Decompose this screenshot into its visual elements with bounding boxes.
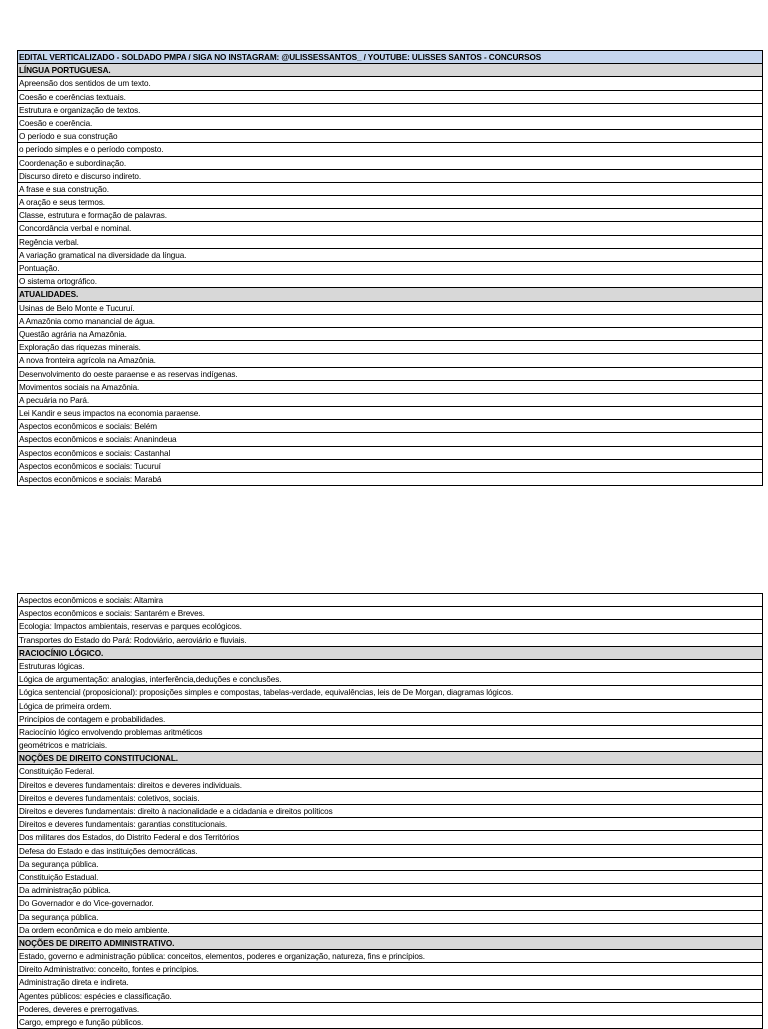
table-row: Aspectos econômicos e sociais: Altamira: [18, 594, 762, 607]
table-row: Coesão e coerências textuais.: [18, 91, 762, 104]
table-row: Constituição Federal.: [18, 765, 762, 778]
table-row: A Amazônia como manancial de água.: [18, 315, 762, 328]
table-row: Questão agrária na Amazônia.: [18, 328, 762, 341]
table-row: Da segurança pública.: [18, 858, 762, 871]
table-row: Estrutura e organização de textos.: [18, 104, 762, 117]
table-row: Direitos e deveres fundamentais: direitos e deveres individuais.: [18, 779, 762, 792]
section-heading-row: RACIOCÍNIO LÓGICO.: [18, 647, 762, 660]
table-title-row: EDITAL VERTICALIZADO - SOLDADO PMPA / SIGA NO INSTAGRAM: @ULISSESSANTOS_ / YOUTUBE: ULISSES SANTOS - CONCURSOS: [18, 51, 762, 64]
table-row: Cargo, emprego e função públicos.: [18, 1016, 762, 1029]
table-row: A frase e sua construção.: [18, 183, 762, 196]
table-row: Desenvolvimento do oeste paraense e as reservas indígenas.: [18, 368, 762, 381]
table-row: Aspectos econômicos e sociais: Marabá: [18, 473, 762, 486]
table-row: Apreensão dos sentidos de um texto.: [18, 77, 762, 90]
table-row: Pontuação.: [18, 262, 762, 275]
table-row: Direitos e deveres fundamentais: direito à nacionalidade e a cidadania e direitos políticos: [18, 805, 762, 818]
table-row: Da segurança pública.: [18, 911, 762, 924]
table-row: Movimentos sociais na Amazônia.: [18, 381, 762, 394]
table-row: Agentes públicos: espécies e classificação.: [18, 990, 762, 1003]
table-row: Aspectos econômicos e sociais: Belém: [18, 420, 762, 433]
table-row: Dos militares dos Estados, do Distrito Federal e dos Territórios: [18, 831, 762, 844]
table-row: geométricos e matriciais.: [18, 739, 762, 752]
table-row: o período simples e o período composto.: [18, 143, 762, 156]
table-row: Lógica de argumentação: analogias, interferência,deduções e conclusões.: [18, 673, 762, 686]
table-row: Princípios de contagem e probabilidades.: [18, 713, 762, 726]
table-row: Estruturas lógicas.: [18, 660, 762, 673]
table-row: Ecologia: Impactos ambientais, reservas e parques ecológicos.: [18, 620, 762, 633]
table-row: A oração e seus termos.: [18, 196, 762, 209]
table-row: A variação gramatical na diversidade da língua.: [18, 249, 762, 262]
table-row: A pecuária no Pará.: [18, 394, 762, 407]
table-row: Administração direta e indireta.: [18, 976, 762, 989]
section-heading-row: NOÇÕES DE DIREITO ADMINISTRATIVO.: [18, 937, 762, 950]
table-row: Transportes do Estado do Pará: Rodoviário, aeroviário e fluviais.: [18, 634, 762, 647]
table-row: O período e sua construção: [18, 130, 762, 143]
table-row: Direito Administrativo: conceito, fontes e princípios.: [18, 963, 762, 976]
table-row: Classe, estrutura e formação de palavras.: [18, 209, 762, 222]
table-row: Coesão e coerência.: [18, 117, 762, 130]
table-row: Lógica de primeira ordem.: [18, 700, 762, 713]
table-row: Da administração pública.: [18, 884, 762, 897]
table-row: Aspectos econômicos e sociais: Castanhal: [18, 447, 762, 460]
table-row: Usinas de Belo Monte e Tucuruí.: [18, 302, 762, 315]
table-row: Regência verbal.: [18, 236, 762, 249]
table-row: Aspectos econômicos e sociais: Tucuruí: [18, 460, 762, 473]
table-row: Lógica sentencial (proposicional): proposições simples e compostas, tabelas-verdade, equivalências, leis de De Morgan, diagramas lógicos.: [18, 686, 762, 699]
table-row: A nova fronteira agrícola na Amazônia.: [18, 354, 762, 367]
table-row: Concordância verbal e nominal.: [18, 222, 762, 235]
table-row: Exploração das riquezas minerais.: [18, 341, 762, 354]
table-row: Poderes, deveres e prerrogativas.: [18, 1003, 762, 1016]
table-row: Estado, governo e administração pública: conceitos, elementos, poderes e organização, natureza, fins e princípios.: [18, 950, 762, 963]
table-row: Direitos e deveres fundamentais: coletivos, sociais.: [18, 792, 762, 805]
table-row: Aspectos econômicos e sociais: Santarém e Breves.: [18, 607, 762, 620]
section-heading-row: NOÇÕES DE DIREITO CONSTITUCIONAL.: [18, 752, 762, 765]
table-row: Constituição Estadual.: [18, 871, 762, 884]
table-row: Da ordem econômica e do meio ambiente.: [18, 924, 762, 937]
table-row: Aspectos econômicos e sociais: Ananindeua: [18, 433, 762, 446]
syllabus-table-page-2: [17, 593, 763, 1029]
syllabus-table-page-1: [17, 50, 763, 486]
table-row: O sistema ortográfico.: [18, 275, 762, 288]
section-heading-row: ATUALIDADES.: [18, 288, 762, 301]
table-row: Defesa do Estado e das instituições democráticas.: [18, 845, 762, 858]
section-heading-row: LÍNGUA PORTUGUESA.: [18, 64, 762, 77]
table-row: Coordenação e subordinação.: [18, 157, 762, 170]
table-row: Lei Kandir e seus impactos na economia paraense.: [18, 407, 762, 420]
table-row: Raciocínio lógico envolvendo problemas aritméticos: [18, 726, 762, 739]
table-row: Direitos e deveres fundamentais: garantias constitucionais.: [18, 818, 762, 831]
table-row: Discurso direto e discurso indireto.: [18, 170, 762, 183]
table-row: Do Governador e do Vice-governador.: [18, 897, 762, 910]
